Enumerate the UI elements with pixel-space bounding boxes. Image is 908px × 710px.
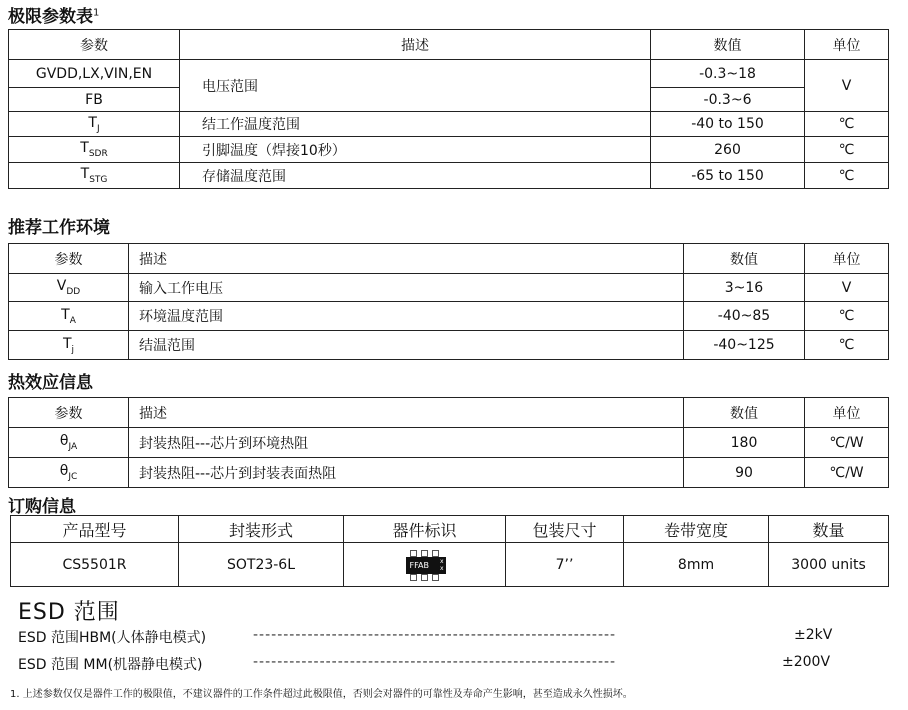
header-param: 参数 [9,30,180,60]
desc-cell: 环境温度范围 [129,302,684,331]
esd-mm-value: ±200V [782,654,831,670]
value-cell: -65 to 150 [651,163,805,189]
thermal-title: 热效应信息 [8,373,93,393]
header-unit: 单位 [805,398,889,428]
header-desc: 描述 [180,30,651,60]
reel-cell: 7’’ [506,543,624,587]
header-param: 参数 [9,398,129,428]
rec-op-table [8,243,889,360]
unit-cell: ℃ [805,112,889,137]
header-param: 参数 [9,244,129,274]
param-cell: $T_A$ [9,302,129,331]
value-cell: 180 [684,428,805,458]
table-row [9,302,889,331]
param-cell: GVDD,LX,VIN,EN [9,60,180,88]
table-row [9,60,889,88]
desc-cell: 封装热阻---芯片到环境热阻 [129,428,684,458]
unit-cell: ℃ [805,331,889,360]
header-qty: 数量 [769,516,889,543]
esd-hbm-value: ±2kV [794,627,833,643]
table-row [9,428,889,458]
desc-cell: 引脚温度（焊接10秒） [180,137,651,163]
esd-title: ESD 范围 [18,600,120,625]
esd-mm-label: ESD 范围 MM(机器静电模式) [18,657,203,673]
value-cell: -0.3~6 [651,88,805,112]
marking-label: FFAB [409,560,429,570]
footnote: 1. 上述参数仅仅是器件工作的极限值，不建议器件的工作条件超过此极限值，否则会对器件的可靠性及寿命产生影响，甚至造成永久性损坏。 [10,689,633,700]
value-cell: 3~16 [684,274,805,302]
desc-cell: 存储温度范围 [180,163,651,189]
param-cell: $T_{STG}$ [9,163,180,189]
value-cell: 90 [684,458,805,488]
qty-cell: 3000 units [769,543,889,587]
header-desc: 描述 [129,398,684,428]
order-table [10,515,889,587]
unit-cell: ℃/W [805,458,889,488]
abs-max-table [8,29,889,189]
desc-cell: 封装热阻---芯片到封装表面热阻 [129,458,684,488]
param-cell: $\theta_{JC}$ [9,458,129,488]
table-row [9,274,889,302]
value-cell: 260 [651,137,805,163]
esd-mm-line: ESD 范围 MM(机器静电模式) ------------------------------------------------------------ ±200V [18,654,831,673]
param-cell: $T_J$ [9,112,180,137]
value-cell: -40~125 [684,331,805,360]
table-row [9,112,889,137]
package-cell: SOT23-6L [179,543,344,587]
header-marking: 器件标识 [344,516,506,543]
desc-cell: 电压范围 [180,60,651,112]
desc-cell: 输入工作电压 [129,274,684,302]
header-reel: 包装尺寸 [506,516,624,543]
param-cell: $T_j$ [9,331,129,360]
header-model: 产品型号 [11,516,179,543]
unit-cell: ℃/W [805,428,889,458]
value-cell: -0.3~18 [651,60,805,88]
header-unit: 单位 [805,244,889,274]
header-tape: 卷带宽度 [624,516,769,543]
marking-cell [344,543,506,587]
value-cell: -40 to 150 [651,112,805,137]
rec-op-title: 推荐工作环境 [8,218,110,238]
order-title: 订购信息 [8,497,76,517]
desc-cell: 结工作温度范围 [180,112,651,137]
unit-cell: ℃ [805,137,889,163]
table-row [9,331,889,360]
table-row [11,543,889,587]
header-desc: 描述 [129,244,684,274]
unit-cell: ℃ [805,163,889,189]
header-value: 数值 [651,30,805,60]
thermal-table [8,397,889,488]
unit-cell: ℃ [805,302,889,331]
header-unit: 单位 [805,30,889,60]
chip-icon: FFAB x x [402,550,448,580]
param-cell: $V_{DD}$ [9,274,129,302]
esd-hbm-label: ESD 范围HBM(人体静电模式) [18,630,207,646]
esd-hbm-line: ESD 范围HBM(人体静电模式) ------------------------------------------------------------ ±2kV [18,627,833,646]
abs-max-title: 极限参数表$^1$ [8,7,100,27]
header-value: 数值 [684,244,805,274]
model-cell: CS5501R [11,543,179,587]
header-package: 封装形式 [179,516,344,543]
tape-cell: 8mm [624,543,769,587]
unit-cell: V [805,274,889,302]
table-row [9,458,889,488]
param-cell: FB [9,88,180,112]
header-value: 数值 [684,398,805,428]
value-cell: -40~85 [684,302,805,331]
param-cell: $\theta_{JA}$ [9,428,129,458]
param-cell: $T_{SDR}$ [9,137,180,163]
table-row [9,163,889,189]
desc-cell: 结温范围 [129,331,684,360]
unit-cell: V [805,60,889,112]
table-row [9,137,889,163]
